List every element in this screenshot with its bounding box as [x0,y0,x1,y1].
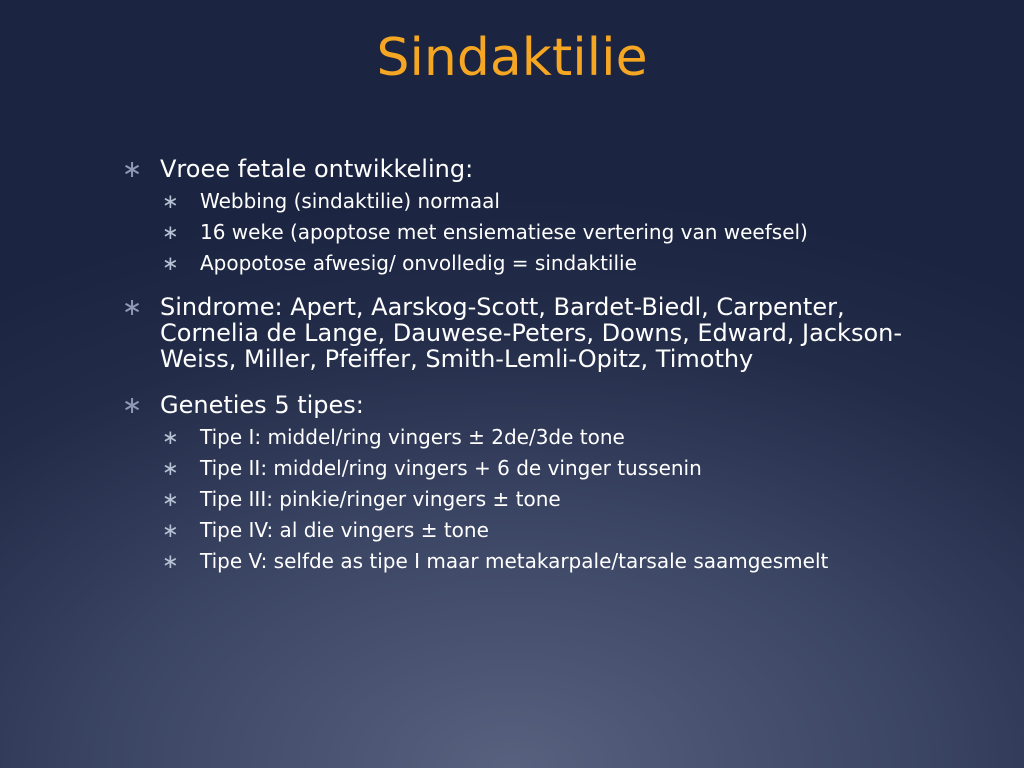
sub-bullet-text: Tipe V: selfde as tipe I maar metakarpale/tarsale saamgesmelt [200,549,829,573]
asterisk-bullet-icon: ∗ [122,293,143,321]
bullet-item-level2 [162,426,922,448]
bullet-section [122,294,922,372]
asterisk-bullet-icon: ∗ [162,251,179,275]
asterisk-bullet-icon: ∗ [122,155,143,183]
bullet-text: Geneties 5 tipes: [160,391,364,419]
slide-content [122,156,922,592]
bullet-item-level1 [122,156,922,182]
bullet-text: Vroee fetale ontwikkeling: [160,155,474,183]
bullet-item-level2 [162,221,922,243]
bullet-section [122,156,922,274]
sub-bullet-text: 16 weke (apoptose met ensiematiese vertering van weefsel) [200,220,808,244]
bullet-item-level2 [162,457,922,479]
bullet-item-level1 [122,294,922,372]
slide-title: Sindaktilie [376,28,648,88]
sub-bullet-text: Apopotose afwesig/ onvolledig = sindaktilie [200,251,637,275]
sub-bullet-text: Tipe III: pinkie/ringer vingers ± tone [200,487,561,511]
asterisk-bullet-icon: ∗ [162,518,179,542]
bullet-item-level1 [122,392,922,418]
sub-bullet-text: Webbing (sindaktilie) normaal [200,189,500,213]
bullet-item-level2 [162,550,922,572]
bullet-section [122,392,922,572]
asterisk-bullet-icon: ∗ [122,391,143,419]
bullet-item-level2 [162,519,922,541]
asterisk-bullet-icon: ∗ [162,456,179,480]
bullet-item-level2 [162,190,922,212]
asterisk-bullet-icon: ∗ [162,189,179,213]
sub-bullet-text: Tipe I: middel/ring vingers ± 2de/3de tone [200,425,625,449]
asterisk-bullet-icon: ∗ [162,487,179,511]
bullet-item-level2 [162,488,922,510]
asterisk-bullet-icon: ∗ [162,220,179,244]
bullet-item-level2 [162,252,922,274]
bullet-text: Sindrome: Apert, Aarskog-Scott, Bardet-Biedl, Carpenter, Cornelia de Lange, Dauwese-Peters, Downs, Edward, Jackson-Weiss, Miller, Pfeiffer, Smith-Lemli-Opitz, Timothy [160,293,902,373]
sub-bullet-text: Tipe II: middel/ring vingers + 6 de vinger tussenin [200,456,702,480]
asterisk-bullet-icon: ∗ [162,549,179,573]
sub-bullet-text: Tipe IV: al die vingers ± tone [200,518,489,542]
asterisk-bullet-icon: ∗ [162,425,179,449]
